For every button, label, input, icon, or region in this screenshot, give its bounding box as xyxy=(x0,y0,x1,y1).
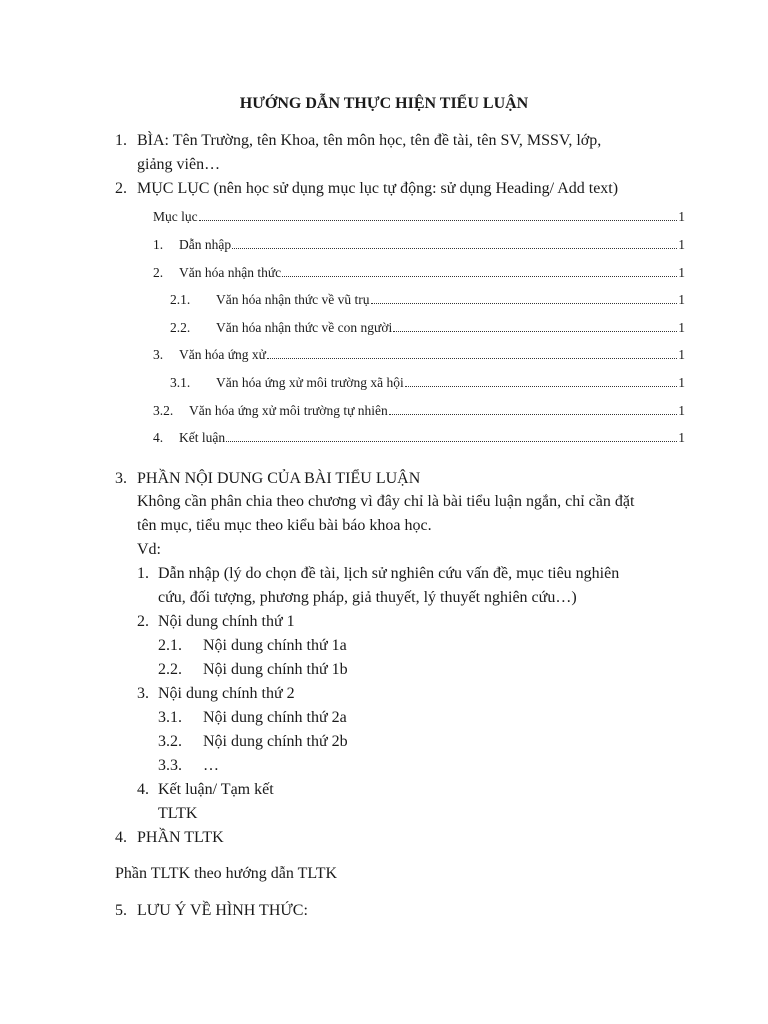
section-2-text: MỤC LỤC (nên học sử dụng mục lục tự động: sử dụng Heading/ Add text) xyxy=(137,180,619,197)
outline-item-number: 2.2. xyxy=(158,661,182,678)
toc-entry-text: Mục lục xyxy=(153,209,198,224)
toc-entry-text: Văn hóa ứng xử môi trường tự nhiên xyxy=(189,403,388,418)
toc-leader-dots xyxy=(232,247,677,249)
section-1-text-line2: giảng viên… xyxy=(137,156,221,173)
toc-leader-dots xyxy=(267,357,677,359)
toc-entry xyxy=(170,291,685,309)
toc-leader-dots xyxy=(226,440,677,442)
toc-leader-dots xyxy=(405,385,678,387)
outline-item-number: 2. xyxy=(137,613,149,630)
outline-item-text: Nội dung chính thứ 1 xyxy=(158,613,295,630)
toc-entry-text: Dẫn nhập xyxy=(179,237,232,252)
toc-leader-dots xyxy=(371,302,678,304)
outline-item-text: Nội dung chính thứ 2b xyxy=(203,733,348,750)
toc-entry-page: 1 xyxy=(678,237,685,252)
toc-leader-dots xyxy=(282,275,677,277)
outline-item-number: 3.1. xyxy=(158,709,182,726)
toc-entry-number: 2.2. xyxy=(170,320,191,335)
section-4-title: PHẦN TLTK xyxy=(137,829,224,846)
toc-entry-text: Văn hóa nhận thức xyxy=(179,265,282,280)
section-3-title: PHẦN NỘI DUNG CỦA BÀI TIỂU LUẬN xyxy=(137,470,421,487)
toc-entry-page: 1 xyxy=(678,320,685,335)
outline-item-number: 2.1. xyxy=(158,637,182,654)
outline-item-number: 4. xyxy=(137,781,149,798)
outline-item-text: Nội dung chính thứ 2 xyxy=(158,685,295,702)
toc-entry-text: Kết luận xyxy=(179,430,226,445)
outline-item-number: 3.2. xyxy=(158,733,182,750)
toc-entry xyxy=(153,402,685,420)
toc-entry-number: 3.2. xyxy=(153,403,174,418)
toc-entry-number: 2.1. xyxy=(170,292,191,307)
toc-entry xyxy=(153,264,685,282)
toc-entry xyxy=(153,208,685,226)
toc-leader-dots xyxy=(389,413,677,415)
toc-entry-page: 1 xyxy=(678,375,685,390)
toc-entry-page: 1 xyxy=(678,292,685,307)
outline-item-text: … xyxy=(203,757,219,774)
outline-item-text: Nội dung chính thứ 2a xyxy=(203,709,347,726)
section-5-title: LƯU Ý VỀ HÌNH THỨC: xyxy=(137,902,308,919)
section-3-paragraph-line2: tên mục, tiểu mục theo kiểu bài báo khoa học. xyxy=(137,517,432,534)
toc-entry xyxy=(153,236,685,254)
toc-entry xyxy=(153,429,685,447)
toc-leader-dots xyxy=(393,330,677,332)
toc-entry-number: 3. xyxy=(153,347,164,362)
toc-entry xyxy=(170,374,685,392)
outline-item-number: 1. xyxy=(137,565,149,582)
section-1-text-line1: BÌA: Tên Trường, tên Khoa, tên môn học, tên đề tài, tên SV, MSSV, lớp, xyxy=(137,132,602,149)
toc-entry-number: 3.1. xyxy=(170,375,191,390)
section-4-number: 4. xyxy=(115,829,127,846)
toc-entry-text: Văn hóa ứng xử môi trường xã hội xyxy=(216,375,404,390)
toc-entry-number: 1. xyxy=(153,237,164,252)
outline-item-text: Nội dung chính thứ 1a xyxy=(203,637,347,654)
toc-entry xyxy=(153,346,685,364)
section-1-number: 1. xyxy=(115,132,127,149)
outline-item-text: Kết luận/ Tạm kết xyxy=(158,781,274,798)
toc-leader-dots xyxy=(199,219,678,221)
outline-tltk: TLTK xyxy=(158,805,198,822)
toc-entry-number: 4. xyxy=(153,430,164,445)
toc-entry-number: 2. xyxy=(153,265,164,280)
example-label: Vd: xyxy=(137,541,161,558)
outline-item-text-continued: cứu, đối tượng, phương pháp, giả thuyết, lý thuyết nghiên cứu…) xyxy=(158,589,577,606)
page-title: HƯỚNG DẪN THỰC HIỆN TIỂU LUẬN xyxy=(239,95,529,112)
toc-entry-page: 1 xyxy=(678,430,685,445)
toc-entry-page: 1 xyxy=(678,403,685,418)
section-2-number: 2. xyxy=(115,180,127,197)
outline-item-number: 3.3. xyxy=(158,757,182,774)
outline-item-text: Nội dung chính thứ 1b xyxy=(203,661,348,678)
toc-entry-page: 1 xyxy=(678,209,685,224)
section-3-number: 3. xyxy=(115,470,127,487)
toc-entry-text: Văn hóa nhận thức về vũ trụ xyxy=(216,292,370,307)
outline-item-number: 3. xyxy=(137,685,149,702)
section-4-body: Phần TLTK theo hướng dẫn TLTK xyxy=(115,865,338,882)
toc-entry-text: Văn hóa nhận thức về con người xyxy=(216,320,393,335)
section-5-number: 5. xyxy=(115,902,127,919)
toc-entry-text: Văn hóa ứng xử xyxy=(179,347,266,362)
toc-entry xyxy=(170,319,685,337)
section-3-paragraph-line1: Không cần phân chia theo chương vì đây chỉ là bài tiểu luận ngắn, chỉ cần đặt xyxy=(137,493,635,510)
toc-entry-page: 1 xyxy=(678,265,685,280)
outline-item-text: Dẫn nhập (lý do chọn đề tài, lịch sử nghiên cứu vấn đề, mục tiêu nghiên xyxy=(158,565,620,582)
toc-entry-page: 1 xyxy=(678,347,685,362)
